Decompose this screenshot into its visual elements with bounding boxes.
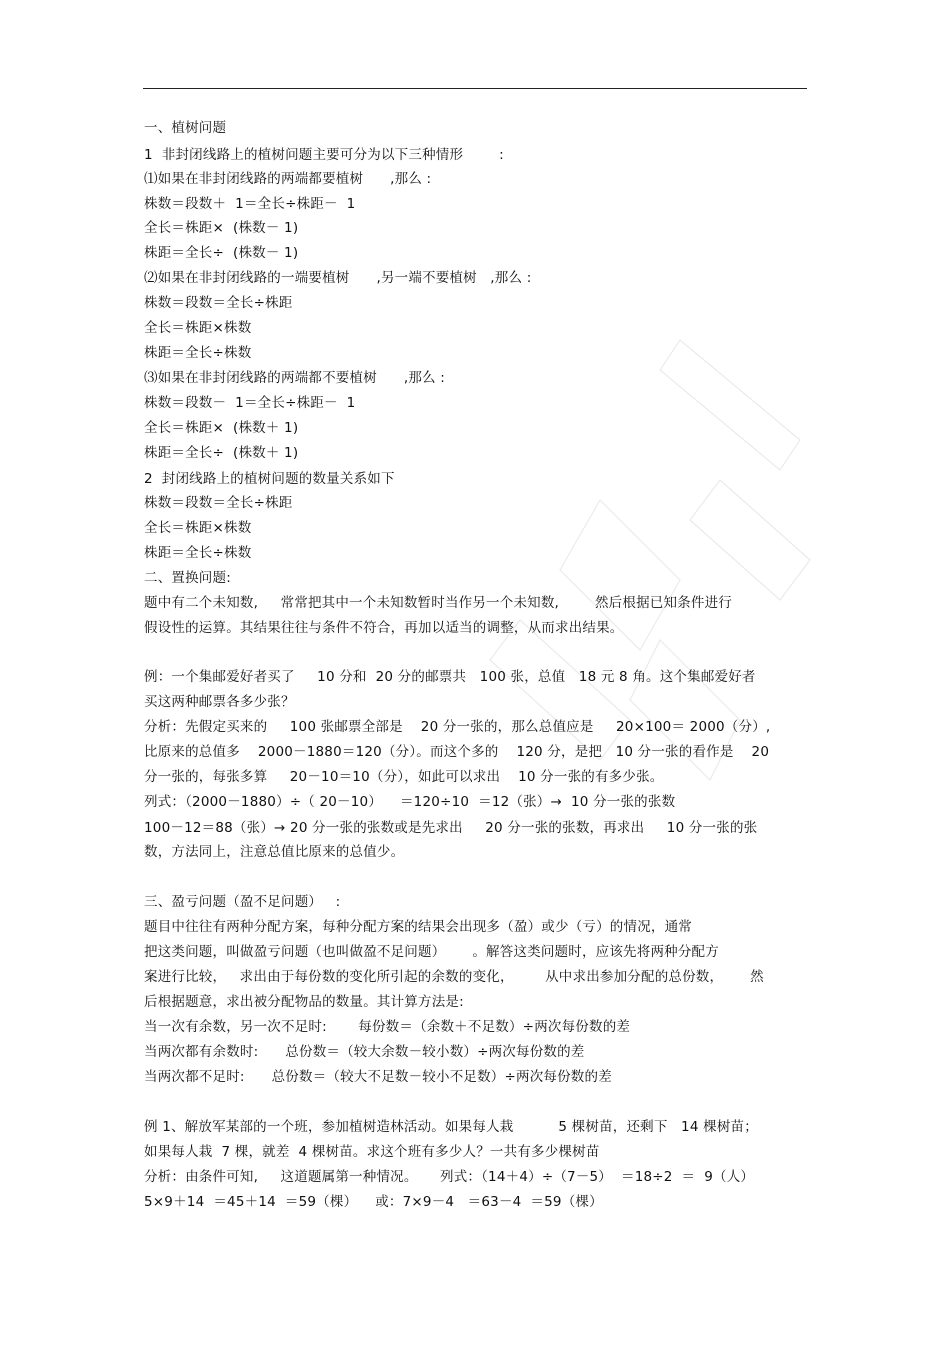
- text-line: 假设性的运算。其结果往往与条件不符合，再加以适当的调整，从而求出结果。: [144, 620, 624, 636]
- text-line: 株距＝全长÷ (株数－ 1): [144, 245, 299, 261]
- text-line: ⑵如果在非封闭线路的一端要植树 ,另一端不要植树 ,那么 :: [144, 270, 532, 286]
- text-line: 株距＝全长÷ (株数＋ 1): [144, 445, 299, 461]
- text-line: 比原来的总值多 2000－1880＝120（分）。而这个多的 120 分，是把 10 分一张的看作是 20: [144, 744, 770, 760]
- text-line: 一、植树问题: [144, 120, 227, 136]
- text-line: 数，方法同上，注意总值比原来的总值少。: [144, 844, 405, 860]
- text-line: 例 1、解放军某部的一个班，参加植树造林活动。如果每人栽 5 棵树苗，还剩下 14 棵树苗；: [144, 1119, 758, 1135]
- text-line: 如果每人栽 7 棵，就差 4 棵树苗。求这个班有多少人？一共有多少棵树苗: [144, 1144, 600, 1160]
- text-line: 100－12＝88（张）→ 20 分一张的张数或是先求出 20 分一张的张数，再求出 10 分一张的张: [144, 820, 758, 836]
- text-line: 买这两种邮票各多少张？: [144, 694, 295, 710]
- text-line: 案进行比较， 求出由于每份数的变化所引起的余数的变化， 从中求出参加分配的总份数， 然: [144, 969, 764, 985]
- text-line: 题目中往往有两种分配方案，每种分配方案的结果会出现多（盈）或少（亏）的情况，通常: [144, 919, 692, 935]
- text-line: 2 封闭线路上的植树问题的数量关系如下: [144, 471, 395, 487]
- text-line: 三、盈亏问题（盈不足问题） :: [144, 894, 341, 910]
- header-rule: [143, 88, 807, 89]
- text-line: 株数＝段数＝全长÷株距: [144, 495, 293, 511]
- text-line: 分析：由条件可知, 这道题属第一种情况。 列式：（14＋4）÷（7－5） ＝18÷2 ＝ 9（人）: [144, 1169, 755, 1185]
- text-line: 全长＝株距×株数: [144, 320, 252, 336]
- text-line: 株距＝全长÷株数: [144, 545, 252, 561]
- text-line: 株数＝段数＝全长÷株距: [144, 295, 293, 311]
- text-line: 题中有二个未知数, 常常把其中一个未知数暂时当作另一个未知数, 然后根据已知条件进行: [144, 595, 732, 611]
- text-line: 列式：（2000－1880）÷（ 20－10） ＝120÷10 ＝12（张）→ 10 分一张的张数: [144, 794, 676, 810]
- text-line: ⑴如果在非封闭线路的两端都要植树 ,那么 :: [144, 171, 432, 187]
- text-line: 例：一个集邮爱好者买了 10 分和 20 分的邮票共 100 张，总值 18 元 8 角。这个集邮爱好者: [144, 669, 756, 685]
- text-line: 当两次都有余数时: 总份数＝（较大余数－较小数）÷两次每份数的差: [144, 1044, 585, 1060]
- text-line: 全长＝株距× (株数＋ 1): [144, 420, 299, 436]
- text-line: 株距＝全长÷株数: [144, 345, 252, 361]
- text-line: 当两次都不足时: 总份数＝（较大不足数－较小不足数）÷两次每份数的差: [144, 1069, 612, 1085]
- text-line: 5×9＋14 ＝45＋14 ＝59（棵） 或：7×9－4 ＝63－4 ＝59（棵）: [144, 1194, 603, 1210]
- text-line: 后根据题意，求出被分配物品的数量。其计算方法是:: [144, 994, 464, 1010]
- text-line: 全长＝株距× (株数－ 1): [144, 220, 299, 236]
- text-line: ⑶如果在非封闭线路的两端都不要植树 ,那么 :: [144, 370, 445, 386]
- text-line: 分一张的，每张多算 20－10＝10（分），如此可以求出 10 分一张的有多少张。: [144, 769, 664, 785]
- text-line: 二、置换问题:: [144, 570, 231, 586]
- text-line: 全长＝株距×株数: [144, 520, 252, 536]
- text-line: 分析：先假定买来的 100 张邮票全部是 20 分一张的，那么总值应是 20×100＝ 2000（分）,: [144, 719, 771, 735]
- text-line: 1 非封闭线路上的植树问题主要可分为以下三种情形 :: [144, 147, 504, 163]
- text-line: 株数＝段数－ 1＝全长÷株距－ 1: [144, 395, 356, 411]
- text-line: 株数＝段数＋ 1＝全长÷株距－ 1: [144, 196, 356, 212]
- text-line: 把这类问题，叫做盈亏问题（也叫做盈不足问题） 。解答这类问题时，应该先将两种分配方: [144, 944, 719, 960]
- text-line: 当一次有余数，另一次不足时: 每份数＝（余数＋不足数）÷两次每份数的差: [144, 1019, 631, 1035]
